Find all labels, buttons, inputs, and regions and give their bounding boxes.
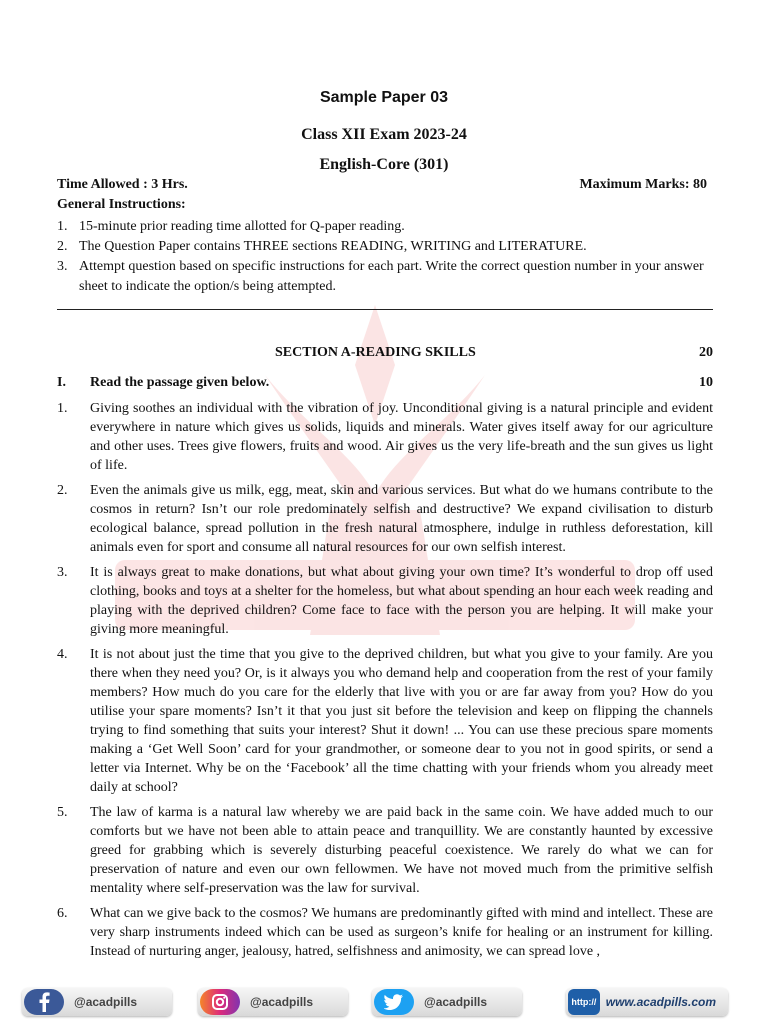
section-title: SECTION A-READING SKILLS — [275, 345, 476, 360]
instruction-item: 3. Attempt question based on specific instructions for each part. Write the correct question number in your answer sheet to indicate the option/s being attempted. — [57, 259, 704, 294]
paper-title: Sample Paper 03 — [319, 89, 449, 106]
facebook-handle: @acadpills — [74, 995, 138, 1009]
website-link[interactable] — [566, 988, 728, 1016]
time-allowed: Time Allowed : 3 Hrs. — [57, 177, 188, 192]
social-footer — [0, 984, 768, 1020]
passage-paragraph: 1. Giving soothes an individual with the vibration of joy. Unconditional giving is a natural principle and evident everywhere in nature which gives us solids, liquids and minerals. Water gives itself away for our agriculture and other uses. Trees give flowers, fruits and wood. Air gives us the very life-breath and the sun gives us light of life. — [57, 401, 713, 473]
question-number: I. — [57, 375, 66, 390]
instruction-item: 2. The Question Paper contains THREE sections READING, WRITING and LITERATURE. — [57, 239, 587, 254]
instagram-link[interactable] — [198, 988, 348, 1016]
instagram-icon — [200, 989, 240, 1015]
exam-title: Class XII Exam 2023-24 — [301, 126, 467, 143]
website-url: www.acadpills.com — [605, 995, 716, 1009]
facebook-link[interactable] — [22, 988, 172, 1016]
maximum-marks: Maximum Marks: 80 — [579, 177, 707, 192]
subject-title: English-Core (301) — [319, 156, 449, 173]
reading-passage — [57, 399, 713, 967]
twitter-icon — [374, 989, 414, 1015]
instagram-handle: @acadpills — [250, 995, 314, 1009]
general-instructions-heading: General Instructions: — [57, 197, 186, 212]
instruction-item: 1. 15-minute prior reading time allotted for Q-paper reading. — [57, 219, 405, 234]
web-prefix: http:// — [571, 997, 597, 1007]
passage-paragraph: 4. It is not about just the time that you give to the deprived children, but what you give to your family. Are you there when they need you? Or, is it always you who demand help and cooperation from the rest of your family members? How much do you care for the elderly that live with you or are far away from you? How do you utilise your spare moments? Isn’t it that you just sit before the television and keep on flipping the channels trying to find something that suits your interest? Shut it down! ... You can use these precious spare moments making a ‘Get Well Soon’ card for your grandmother, or someone dear to you not in good spirits, or send a letter via Internet. Why be on the ‘Facebook’ all the time chatting with your friends whom you already meet daily at school? — [57, 647, 713, 795]
web-link-icon — [568, 989, 600, 1015]
question-marks: 10 — [699, 375, 713, 390]
facebook-icon — [24, 989, 64, 1015]
passage-paragraph: 6. What can we give back to the cosmos? We humans are predominantly gifted with mind and intellect. These are very sharp instruments indeed which can be used as surgeon’s knife for healing or an instrument for killing. Instead of nurturing anger, jealousy, hatred, selfishness and animosity, we can spread love , — [57, 906, 713, 959]
passage-paragraph: 2. Even the animals give us milk, egg, meat, skin and various services. But what do we humans contribute to the cosmos in return? Isn’t our role predominately selfish and destructive? We expand civilisation to disturb ecological balance, spread pollution in the fresh natural atmosphere, indulge in ruthless deforestation, kill animals even for sport and consume all natural resources for our own selfish interest. — [57, 483, 713, 555]
instructions-list — [57, 217, 713, 297]
twitter-link[interactable] — [372, 988, 522, 1016]
passage-paragraph: 3. It is always great to make donations, but what about giving your own time? It’s wonderful to drop off used clothing, books and toys at a shelter for the homeless, but what about spending an hour each week reading and playing with the deprived children? Come face to face with the person you are helping. It will make your giving more meaningful. — [57, 565, 713, 637]
section-marks: 20 — [699, 345, 713, 360]
divider — [57, 309, 713, 310]
exam-meta-row — [57, 177, 707, 193]
question-label: Read the passage given below. — [90, 375, 270, 390]
passage-paragraph: 5. The law of karma is a natural law whereby we are paid back in the same coin. We have added much to our comforts but we have not been able to attain peace and tranquillity. We are constantly haunted by excessive greed for grabbing which is severely disturbing peaceful coexistence. We rarely do what we can for preservation of nature and even our own fellowmen. We have not moved much from the primitive selfish mentality where self-preservation was the law for survival. — [57, 805, 713, 896]
twitter-handle: @acadpills — [424, 995, 488, 1009]
